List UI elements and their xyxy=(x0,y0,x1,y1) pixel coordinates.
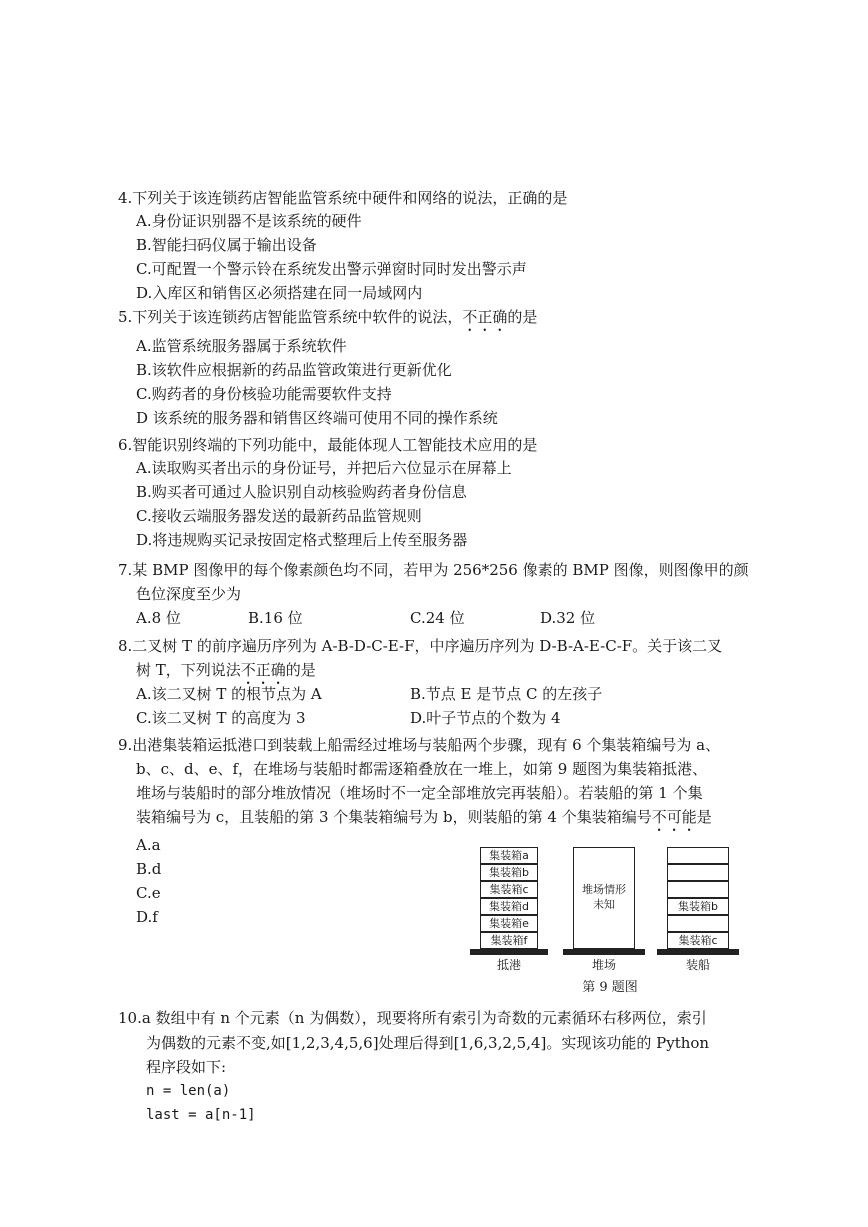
arrival-box: 集装箱c xyxy=(480,881,538,898)
q9-stem-line3: 堆场与装船时的部分堆放情况（堆场时不一定全部堆放完再装船）。若装船的第 1 个集 xyxy=(136,784,703,802)
arrival-base xyxy=(470,949,548,955)
ship-box xyxy=(667,847,729,864)
q10-stem-line1: 10.a 数组中有 n 个元素（n 为偶数），现要将所有索引为奇数的元素循环右移两位，索引 xyxy=(118,1009,707,1027)
ship-label: 装船 xyxy=(685,958,710,972)
q9-stem-line2: b、c、d、e、f，在堆场与装船时都需逐箱叠放在一堆上，如第 9 题图为集装箱抵港、 xyxy=(136,760,708,778)
q4-option-d: D.入库区和销售区必须搭建在同一局域网内 xyxy=(136,284,423,302)
q7-option-c: C.24 位 xyxy=(410,609,465,627)
q9-stem-post: 是 xyxy=(696,808,712,826)
q8-stem-emphasis: 不正确 xyxy=(240,661,286,679)
q5-stem-pre: 5.下列关于该连锁药店智能监管系统中软件的说法， xyxy=(118,308,463,326)
ship-box: 集装箱c xyxy=(667,932,729,949)
q7-option-d: D.32 位 xyxy=(540,609,596,627)
q9-stem-pre: 装箱编号为 c，且装船的第 3 个集装箱编号为 b，则装船的第 4 个集装箱编号 xyxy=(136,808,652,826)
q8-stem-pre: 树 T，下列说法 xyxy=(136,661,241,679)
q10-code-line2: last = a[n-1] xyxy=(146,1107,256,1123)
q6-option-d: D.将违规购买记录按固定格式整理后上传至服务器 xyxy=(136,531,468,549)
q9-option-a: A.a xyxy=(136,836,161,854)
q4-option-c: C.可配置一个警示铃在系统发出警示弹窗时同时发出警示声 xyxy=(136,260,527,278)
q8-option-c: C.该二叉树 T 的高度为 3 xyxy=(136,709,306,727)
q5-stem xyxy=(118,307,537,335)
arrival-box: 集装箱a xyxy=(480,847,538,864)
q6-stem: 6.智能识别终端的下列功能中，最能体现人工智能技术应用的是 xyxy=(118,436,538,454)
ship-box: 集装箱b xyxy=(667,898,729,915)
q9-option-b: B.d xyxy=(136,860,162,878)
yard-base xyxy=(563,949,645,955)
q5-stem-post: 的是 xyxy=(507,308,538,326)
q8-option-b: B.节点 E 是节点 C 的左孩子 xyxy=(410,685,603,703)
ship-box xyxy=(667,915,729,932)
q6-option-c: C.接收云端服务器发送的最新药品监管规则 xyxy=(136,507,422,525)
q8-option-d: D.叶子节点的个数为 4 xyxy=(410,709,561,727)
q7-option-b: B.16 位 xyxy=(248,609,303,627)
q8-option-a: A.该二叉树 T 的根节点为 A xyxy=(136,685,322,703)
q9-figure xyxy=(470,840,750,1000)
yard-stack xyxy=(573,847,635,949)
q4-option-b: B.智能扫码仪属于输出设备 xyxy=(136,236,317,254)
q4-stem: 4.下列关于该连锁药店智能监管系统中硬件和网络的说法，正确的是 xyxy=(118,189,568,207)
arrival-box: 集装箱b xyxy=(480,864,538,881)
q10-stem-line3: 程序段如下: xyxy=(146,1058,227,1076)
q4-option-a: A.身份证识别器不是该系统的硬件 xyxy=(136,212,362,230)
q5-option-d: D 该系统的服务器和销售区终端可使用不同的操作系统 xyxy=(136,409,498,427)
q9-stem-emphasis: 不可能 xyxy=(651,808,697,826)
ship-base xyxy=(657,949,739,955)
yard-text-2: 未知 xyxy=(593,898,615,911)
q8-stem-line1: 8.二叉树 T 的前序遍历序列为 A-B-D-C-E-F，中序遍历序列为 D-B-A-E-C-F。关于该二叉 xyxy=(118,637,723,655)
arrival-box: 集装箱f xyxy=(480,932,538,949)
q6-option-a: A.读取购买者出示的身份证号，并把后六位显示在屏幕上 xyxy=(136,459,512,477)
q7-stem-line1: 7.某 BMP 图像甲的每个像素颜色均不同，若甲为 256*256 像素的 BMP 图像，则图像甲的颜 xyxy=(118,561,749,579)
q8-stem-post: 的是 xyxy=(285,661,316,679)
figure-caption: 第 9 题图 xyxy=(582,980,638,995)
q7-stem-line2: 色位深度至少为 xyxy=(136,585,242,603)
arrival-label: 抵港 xyxy=(496,958,521,972)
q5-option-b: B.该软件应根据新的药品监管政策进行更新优化 xyxy=(136,361,452,379)
q10-code-line1: n = len(a) xyxy=(146,1083,231,1099)
q10-stem-line2: 为偶数的元素不变,如[1,2,3,4,5,6]处理后得到[1,6,3,2,5,4]。实现该功能的 Python xyxy=(146,1034,710,1052)
ship-box xyxy=(667,864,729,881)
q5-stem-emphasis: 不正确 xyxy=(462,308,508,326)
q7-option-a: A.8 位 xyxy=(136,609,181,627)
arrival-box: 集装箱e xyxy=(480,915,538,932)
q6-option-b: B.购买者可通过人脸识别自动核验购药者身份信息 xyxy=(136,483,467,501)
q9-option-c: C.e xyxy=(136,884,161,902)
arrival-box: 集装箱d xyxy=(480,898,538,915)
q5-option-c: C.购药者的身份核验功能需要软件支持 xyxy=(136,385,392,403)
yard-text-1: 堆场情形 xyxy=(582,883,626,896)
yard-label: 堆场 xyxy=(591,958,616,972)
q9-stem-line4 xyxy=(136,807,712,835)
q9-option-d: D.f xyxy=(136,908,158,926)
q5-option-a: A.监管系统服务器属于系统软件 xyxy=(136,337,347,355)
ship-box xyxy=(667,881,729,898)
q9-stem-line1: 9.出港集装箱运抵港口到装载上船需经过堆场与装船两个步骤，现有 6 个集装箱编号为 a、 xyxy=(118,736,721,754)
